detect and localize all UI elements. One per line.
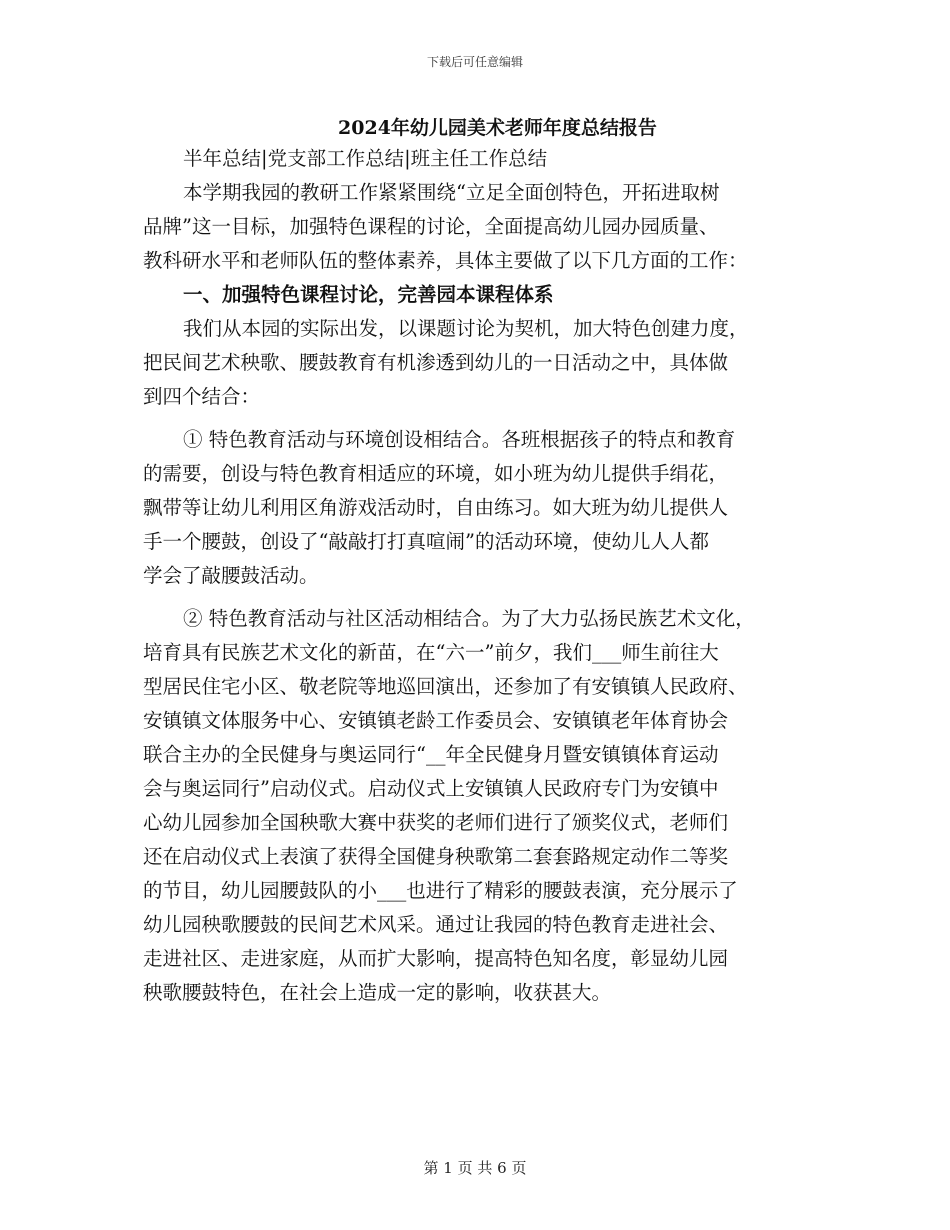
paragraph-line: 的节目，幼儿园腰鼓队的小___也进行了精彩的腰鼓表演，充分展示了 <box>143 879 738 902</box>
section-heading: 一、加强特色课程讨论，完善园本课程体系 <box>183 283 554 306</box>
paragraph-line: 的需要，创设与特色教育相适应的环境，如小班为幼儿提供手绢花， <box>143 462 729 485</box>
paragraph-line: 还在启动仪式上表演了获得全国健身秧歌第二套套路规定动作二等奖 <box>143 845 729 868</box>
header-note: 下载后可任意编辑 <box>426 55 523 69</box>
paragraph-line: 会与奥运同行”启动仪式。启动仪式上安镇镇人民政府专门为安镇中 <box>143 777 719 800</box>
page-number: 第 1 页 共 6 页 <box>423 1159 527 1177</box>
document-title: 2024年幼儿园美术老师年度总结报告 <box>338 117 657 139</box>
paragraph-line: 走进社区、走进家庭，从而扩大影响，提高特色知名度，彰显幼儿园 <box>143 947 729 970</box>
paragraph-line: 品牌”这一目标，加强特色课程的讨论，全面提高幼儿园办园质量、 <box>143 215 719 238</box>
paragraph-line: 心幼儿园参加全国秧歌大赛中获奖的老师们进行了颁奖仪式，老师们 <box>143 811 729 834</box>
paragraph-line: 型居民住宅小区、敬老院等地巡回演出，还参加了有安镇镇人民政府、 <box>143 675 748 698</box>
paragraph-line: 学会了敲腰鼓活动。 <box>143 564 319 587</box>
document-body <box>143 142 815 1010</box>
paragraph-line: 幼儿园秧歌腰鼓的民间艺术风采。通过让我园的特色教育走进社会、 <box>143 913 729 936</box>
paragraph-line: 安镇镇文体服务中心、安镇镇老龄工作委员会、安镇镇老年体育协会 <box>143 709 729 732</box>
paragraph-line: 本学期我园的教研工作紧紧围绕“立足全面创特色，开拓进取树 <box>183 181 720 204</box>
paragraph-line: 我们从本园的实际出发，以课题讨论为契机，加大特色创建力度， <box>183 317 749 340</box>
paragraph-line: 培育具有民族艺术文化的新苗，在“六一”前夕，我们___师生前往大 <box>143 641 719 664</box>
subtitle-line: 半年总结|党支部工作总结|班主任工作总结 <box>183 147 548 170</box>
paragraph-line: 飘带等让幼儿利用区角游戏活动时，自由练习。如大班为幼儿提供人 <box>143 496 729 519</box>
paragraph-line: 秧歌腰鼓特色，在社会上造成一定的影响，收获甚大。 <box>143 981 612 1004</box>
paragraph-line: 手一个腰鼓，创设了“敲敲打打真喧闹”的活动环境，使幼儿人人都 <box>143 530 709 553</box>
paragraph-line: ② 特色教育活动与社区活动相结合。为了大力弘扬民族艺术文化， <box>183 607 755 630</box>
paragraph-line: ① 特色教育活动与环境创设相结合。各班根据孩子的特点和教育 <box>183 428 736 451</box>
paragraph-line: 教科研水平和老师队伍的整体素养，具体主要做了以下几方面的工作： <box>143 249 748 272</box>
paragraph-line: 到四个结合： <box>143 385 261 408</box>
paragraph-line: 把民间艺术秧歌、腰鼓教育有机渗透到幼儿的一日活动之中，具体做 <box>143 351 729 374</box>
paragraph-line: 联合主办的全民健身与奥运同行“__年全民健身月暨安镇镇体育运动 <box>143 743 719 766</box>
